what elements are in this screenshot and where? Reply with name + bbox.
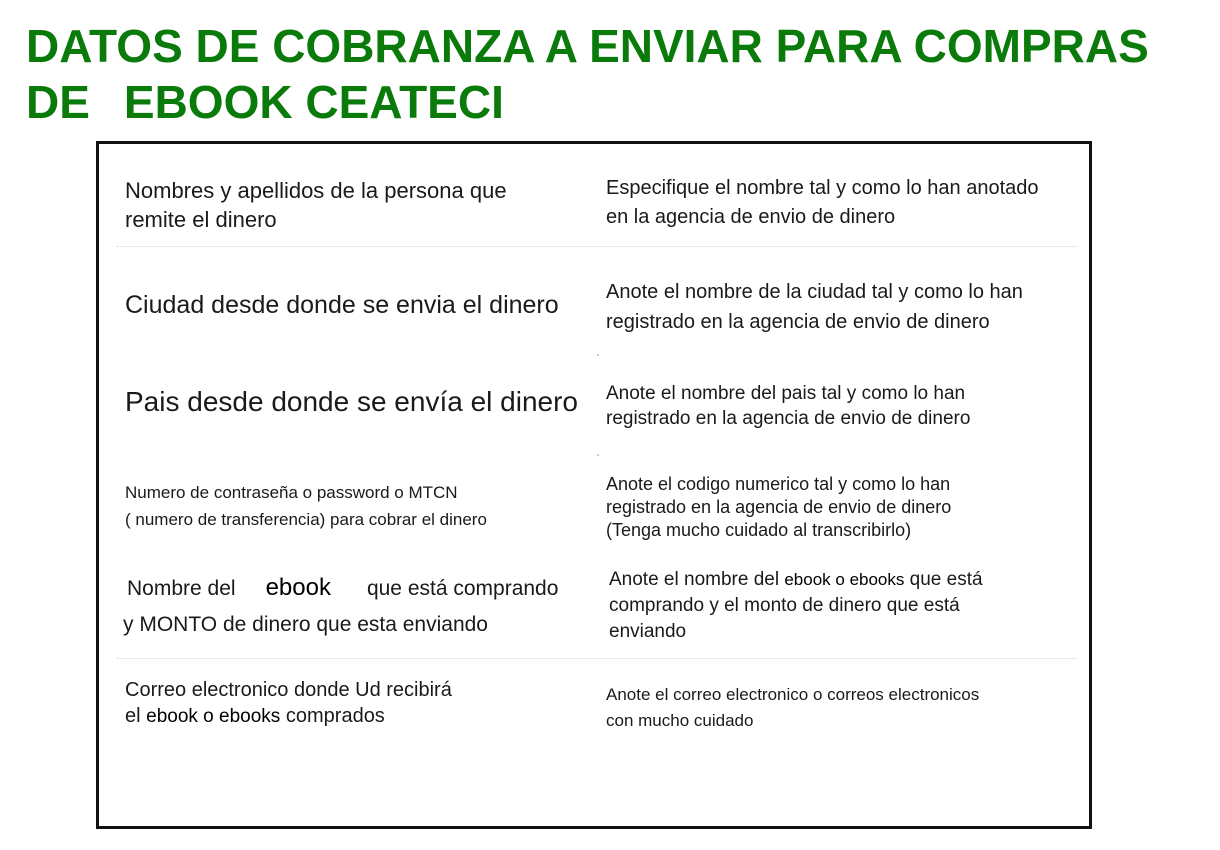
row-3-label-line-1: Pais desde donde se envía el dinero (125, 386, 578, 417)
row-5-instruction (609, 567, 983, 645)
row-6-label-line-2 (125, 703, 452, 730)
row-4-instruction-line-1: Anote el codigo numerico tal y como lo han (606, 474, 951, 494)
row-4-label-line-2: ( numero de transferencia) para cobrar el dinero (125, 510, 487, 529)
row-6-instruction-line-1: Anote el correo electronico o correos electronicos (606, 685, 980, 704)
row-6-label (125, 677, 452, 730)
row-6-label-line-1: Correo electronico donde Ud recibirá (125, 679, 452, 701)
billing-data-table (96, 141, 1092, 829)
row-5-instruction-line-2: comprando y el monto de dinero que está (609, 595, 960, 616)
row-3-instruction-line-1: Anote el nombre del pais tal y como lo han (606, 383, 966, 404)
page-title (26, 18, 1216, 130)
row-divider (117, 658, 1077, 659)
row-5-instruction-part-c: que está (909, 569, 983, 590)
row-5-label (123, 570, 559, 643)
title-line-2a: DE (26, 76, 90, 128)
row-4-instruction-line-2: registrado en la agencia de envio de dinero (606, 497, 952, 517)
row-5-instruction-part-b: ebook o ebooks (784, 570, 905, 589)
row-1-instruction (606, 174, 1039, 232)
row-4-instruction-line-3: (Tenga mucho cuidado al transcribirlo) (606, 520, 912, 540)
row-2-instruction-line-1: Anote el nombre de la ciudad tal y como lo han (606, 281, 1023, 303)
row-4-instruction (606, 473, 951, 542)
title-line-1: DATOS DE COBRANZA A ENVIAR PARA COMPRAS (26, 20, 1149, 72)
row-2-label-line-1: Ciudad desde donde se envia el dinero (125, 291, 559, 319)
row-5-instruction-line-1 (609, 567, 983, 593)
row-5-label-part-a: Nombre del (127, 577, 236, 600)
row-1-label-line-1: Nombres y apellidos de la persona que (125, 178, 507, 203)
divider-dot (597, 454, 599, 456)
row-5-instruction-line-3: enviando (609, 621, 687, 642)
row-6-label-part-a: el (125, 705, 141, 727)
row-5-label-part-c: que está comprando (366, 577, 559, 600)
title-line-2b: EBOOK CEATECI (123, 76, 504, 128)
divider-dot (597, 354, 599, 356)
row-2-label (125, 289, 559, 321)
row-6-label-part-c: comprados (285, 705, 385, 727)
row-1-instruction-line-2: en la agencia de envio de dinero (606, 206, 896, 228)
row-1-instruction-line-1: Especifique el nombre tal y como lo han anotado (606, 177, 1039, 199)
row-1-label (125, 176, 507, 234)
row-3-instruction (606, 381, 970, 431)
row-5-label-line-2: y MONTO de dinero que esta enviando (123, 613, 488, 636)
row-divider (117, 246, 1077, 247)
row-3-label (125, 384, 578, 420)
row-6-instruction-line-2: con mucho cuidado (606, 711, 754, 730)
row-1-label-line-2: remite el dinero (125, 207, 277, 232)
row-5-label-part-b: ebook (265, 574, 331, 601)
row-2-instruction (606, 277, 1023, 337)
row-4-label-line-1: Numero de contraseña o password o MTCN (125, 483, 458, 502)
row-5-instruction-part-a: Anote el nombre del (609, 569, 780, 590)
row-2-instruction-line-2: registrado en la agencia de envio de dinero (606, 311, 990, 333)
row-6-label-part-b: ebook o ebooks (146, 706, 281, 727)
row-6-instruction (606, 682, 979, 734)
row-4-label (125, 479, 487, 533)
row-5-label-line-1 (127, 570, 558, 607)
row-3-instruction-line-2: registrado en la agencia de envio de dinero (606, 408, 971, 429)
